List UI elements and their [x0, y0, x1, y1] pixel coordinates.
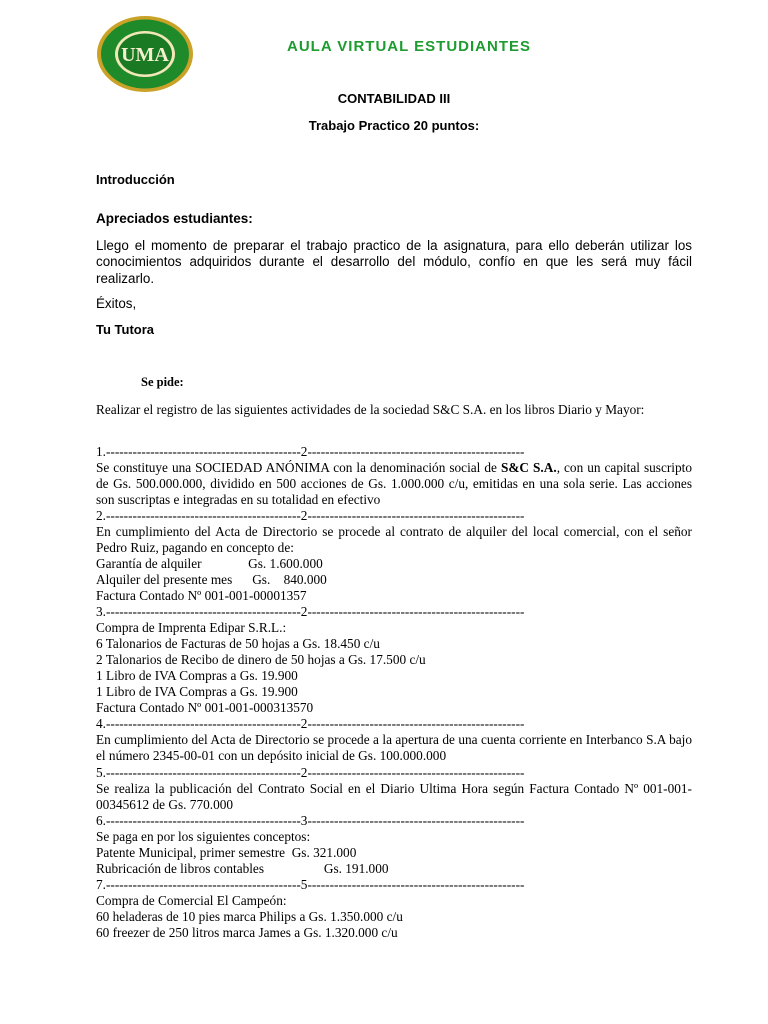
item-5-text: Se realiza la publicación del Contrato Social en el Diario Ultima Hora según Factura Contado Nº 001-001-00345612 de Gs. 770.000 — [96, 781, 692, 812]
logo-monogram: UMA — [121, 44, 169, 66]
separator-3: 3.--------------------------------------------2------------------------------------------------- — [96, 604, 525, 619]
item-2-line-3: Factura Contado Nº 001-001-00001357 — [96, 588, 307, 603]
company-name: S&C S.A. — [500, 460, 557, 475]
header-title: AULA VIRTUAL ESTUDIANTES — [287, 38, 532, 55]
signature: Tu Tutora — [96, 322, 155, 337]
item-7-line-2: 60 freezer de 250 litros marca James a Gs. 1.320.000 c/u — [96, 925, 398, 940]
item-2-line-1: Garantía de alquiler Gs. 1.600.000 — [96, 556, 323, 571]
item-2-line-2: Alquiler del presente mes Gs. 840.000 — [96, 572, 327, 587]
item-1-text: Se constituye una SOCIEDAD ANÓNIMA con la denominación social de S&C S.A., con un capital suscripto de Gs. 500.000.000, dividido en 500 acciones de Gs. 1.000.000 c/u, emitidas en una sola serie. Las acciones son suscriptas e integradas en su totalidad en efectivo — [96, 460, 692, 507]
intro-paragraph: Llego el momento de preparar el trabajo practico de la asignatura, para ello deberán utilizar los conocimientos adquiridos durante el desarrollo del módulo, confío en que les será muy fácil realizarlo. — [96, 238, 692, 286]
item-7-line-1: 60 heladeras de 10 pies marca Philips a Gs. 1.350.000 c/u — [96, 909, 403, 924]
course-title: CONTABILIDAD III — [337, 91, 451, 106]
item-3-line-1: 6 Talonarios de Facturas de 50 hojas a Gs. 18.450 c/u — [96, 636, 380, 651]
separator-6: 6.--------------------------------------------3------------------------------------------------- — [96, 813, 525, 828]
instruction: Realizar el registro de las siguientes actividades de la sociedad S&C S.A. en los libros Diario y Mayor: — [96, 402, 645, 417]
item-6-line-1: Patente Municipal, primer semestre Gs. 321.000 — [96, 845, 357, 860]
item-2-text: En cumplimiento del Acta de Directorio se procede al contrato de alquiler del local comercial, con el señor Pedro Ruiz, pagando en concepto de: — [96, 524, 692, 555]
se-pide-heading: Se pide: — [141, 375, 184, 389]
separator-1: 1.--------------------------------------------2------------------------------------------------- — [96, 444, 525, 459]
item-3-line-0: Compra de Imprenta Edipar S.R.L.: — [96, 620, 287, 635]
item-3-line-5: Factura Contado Nº 001-001-000313570 — [96, 700, 314, 715]
university-logo — [96, 15, 194, 93]
separator-5: 5.--------------------------------------------2------------------------------------------------- — [96, 765, 525, 780]
assignment-title: Trabajo Practico 20 puntos: — [308, 118, 480, 133]
item-3-line-2: 2 Talonarios de Recibo de dinero de 50 hojas a Gs. 17.500 c/u — [96, 652, 426, 667]
item-6-line-0: Se paga en por los siguientes conceptos: — [96, 829, 311, 844]
item-4-text: En cumplimiento del Acta de Directorio se procede a la apertura de una cuenta corriente en Interbanco S.A bajo el número 2345-00-01 con un depósito inicial de Gs. 100.000.000 — [96, 732, 692, 763]
separator-4: 4.--------------------------------------------2------------------------------------------------- — [96, 716, 525, 731]
greeting: Apreciados estudiantes: — [96, 211, 253, 226]
item-3-line-3: 1 Libro de IVA Compras a Gs. 19.900 — [96, 668, 298, 683]
separator-2: 2.--------------------------------------------2------------------------------------------------- — [96, 508, 525, 523]
wishes: Éxitos, — [96, 296, 137, 311]
item-6-line-2: Rubricación de libros contables Gs. 191.000 — [96, 861, 389, 876]
intro-heading: Introducción — [96, 172, 175, 187]
item-3-line-4: 1 Libro de IVA Compras a Gs. 19.900 — [96, 684, 298, 699]
separator-7: 7.--------------------------------------------5------------------------------------------------- — [96, 877, 525, 892]
item-7-line-0: Compra de Comercial El Campeón: — [96, 893, 287, 908]
